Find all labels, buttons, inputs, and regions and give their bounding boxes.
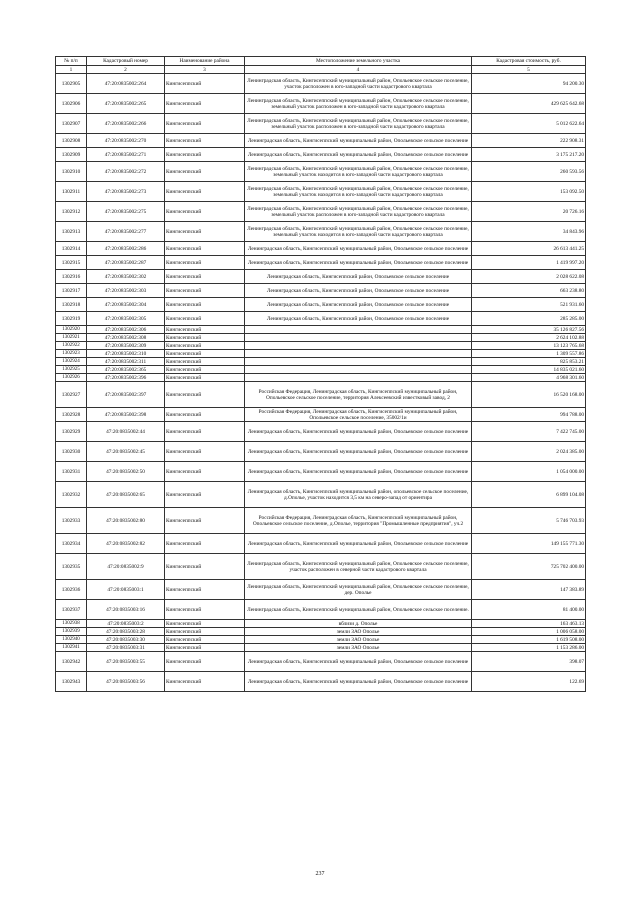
cadastral-number: 47:20:0835003:28 <box>87 628 165 636</box>
column-number: 3 <box>165 66 245 74</box>
parcel-location: Ленинградская область, Кингисеппский муниципальный район, Опольевское сельское поселение <box>245 134 472 148</box>
cadastral-value: 26 613 441.25 <box>472 242 586 256</box>
table-row <box>56 148 586 162</box>
cadastral-number: 47:20:0835003:30 <box>87 636 165 644</box>
cadastral-number: 47:20:0835002:272 <box>87 162 165 182</box>
cadastral-value: 16 520 168.00 <box>472 382 586 408</box>
district-name: Кингисеппский <box>165 628 245 636</box>
cadastral-value: 81 400.00 <box>472 600 586 620</box>
cadastral-value: 1 006 058.00 <box>472 628 586 636</box>
table-row <box>56 182 586 202</box>
cadastral-number: 47:20:0835002:270 <box>87 134 165 148</box>
parcel-location: Российская Федерация, Ленинградская область, Кингисеппский муниципальный район, Опольевское сельское поселение, территория Алексеевский известковый завод, 2 <box>245 382 472 408</box>
parcel-location: Ленинградская область, Кингисеппский муниципальный район, Опольевское сельское поселение, земельный участок находится в юго-западной части кадастрового квартала <box>245 182 472 202</box>
cadastral-value: 14 835 021.60 <box>472 366 586 374</box>
table-row <box>56 298 586 312</box>
district-name: Кингисеппский <box>165 422 245 442</box>
row-number: 1302925 <box>56 366 87 374</box>
row-number: 1302936 <box>56 580 87 600</box>
district-name: Кингисеппский <box>165 358 245 366</box>
cadastral-value: 1 619 508.00 <box>472 636 586 644</box>
district-name: Кингисеппский <box>165 672 245 692</box>
cadastral-value: 2 624 102.88 <box>472 334 586 342</box>
parcel-location: Ленинградская область, Кингисеппский район, Опольевское сельское поселение <box>245 298 472 312</box>
cadastral-value: 20 726.16 <box>472 202 586 222</box>
column-number: 4 <box>245 66 472 74</box>
cadastral-number: 47:20:0835002:311 <box>87 358 165 366</box>
parcel-location <box>245 334 472 342</box>
row-number: 1302923 <box>56 350 87 358</box>
row-number: 1302927 <box>56 382 87 408</box>
district-name: Кингисеппский <box>165 148 245 162</box>
cadastral-number: 47:20:0835002:303 <box>87 284 165 298</box>
district-name: Кингисеппский <box>165 366 245 374</box>
parcel-location: Ленинградская область, Кингисеппский муниципальный район, опольевское сельское поселение, д.Ополье, участок находится 3,5 км на северо-запад от ориентира <box>245 482 472 508</box>
table-row <box>56 358 586 366</box>
row-number: 1302930 <box>56 442 87 462</box>
row-number: 1302940 <box>56 636 87 644</box>
parcel-location: Ленинградская область, Кингисеппский муниципальный район, Опольевское сельское поселение <box>245 652 472 672</box>
cadastral-number: 47:20:0835002:397 <box>87 382 165 408</box>
header-cadastral-number: Кадастровый номер <box>87 57 165 66</box>
row-number: 1302932 <box>56 482 87 508</box>
district-name: Кингисеппский <box>165 482 245 508</box>
row-number: 1302914 <box>56 242 87 256</box>
row-number: 1302933 <box>56 508 87 534</box>
cadastral-number: 47:20:0835002:365 <box>87 366 165 374</box>
cadastral-value: 34 843.96 <box>472 222 586 242</box>
cadastral-number: 47:20:0835002:308 <box>87 334 165 342</box>
table-row <box>56 508 586 534</box>
table-row <box>56 382 586 408</box>
cadastral-number: 47:20:0835002:273 <box>87 182 165 202</box>
row-number: 1302913 <box>56 222 87 242</box>
header-location: Местоположение земельного участка <box>245 57 472 66</box>
table-row <box>56 554 586 580</box>
header-number: № п/п <box>56 57 87 66</box>
row-number: 1302928 <box>56 408 87 422</box>
parcel-location: Ленинградская область, Кингисеппский муниципальный район, Опольевское сельское поселение, земельный участок расположен в юго-западной части кадастрового квартала <box>245 94 472 114</box>
cadastral-number: 47:20:0835002:287 <box>87 256 165 270</box>
cadastral-number: 47:20:0835002:302 <box>87 270 165 284</box>
table-row <box>56 422 586 442</box>
table-row <box>56 462 586 482</box>
district-name: Кингисеппский <box>165 162 245 182</box>
parcel-location <box>245 366 472 374</box>
parcel-location: Российская Федерация, Ленинградская область, Кингисеппский муниципальный район, Опольевское сельское поселение, д.Ополье, территория "Промышленные предприятия", уч.2 <box>245 508 472 534</box>
district-name: Кингисеппский <box>165 326 245 334</box>
row-number: 1302938 <box>56 620 87 628</box>
district-name: Кингисеппский <box>165 182 245 202</box>
row-number: 1302911 <box>56 182 87 202</box>
parcel-location <box>245 358 472 366</box>
district-name: Кингисеппский <box>165 442 245 462</box>
cadastral-value: 725 702 400.00 <box>472 554 586 580</box>
cadastral-number: 47:20:0835002:264 <box>87 74 165 94</box>
cadastral-number: 47:20:0835002:275 <box>87 202 165 222</box>
cadastral-number: 47:20:0835002:271 <box>87 148 165 162</box>
parcel-location: Российская Федерация, Ленинградская область, Кингисеппский муниципальный район, Опольевское сельское поселение, 35002/1и <box>245 408 472 422</box>
parcel-location: вблизи д. Ополье <box>245 620 472 628</box>
district-name: Кингисеппский <box>165 350 245 358</box>
row-number: 1302917 <box>56 284 87 298</box>
district-name: Кингисеппский <box>165 74 245 94</box>
page-number: 237 <box>315 871 325 877</box>
district-name: Кингисеппский <box>165 298 245 312</box>
district-name: Кингисеппский <box>165 600 245 620</box>
cadastral-value: 825 853.21 <box>472 358 586 366</box>
cadastral-value: 4 968 301.60 <box>472 374 586 382</box>
district-name: Кингисеппский <box>165 284 245 298</box>
table-row <box>56 334 586 342</box>
table-row <box>56 534 586 554</box>
table-row <box>56 256 586 270</box>
cadastral-number: 47:20:0835002:304 <box>87 298 165 312</box>
cadastral-value: 1 054 000.00 <box>472 462 586 482</box>
row-number: 1302906 <box>56 94 87 114</box>
row-number: 1302935 <box>56 554 87 580</box>
district-name: Кингисеппский <box>165 534 245 554</box>
table-row <box>56 242 586 256</box>
table-row <box>56 600 586 620</box>
cadastral-number: 47:20:0835003:1 <box>87 580 165 600</box>
cadastral-value: 285 285.00 <box>472 312 586 326</box>
cadastral-value: 35 126 827.56 <box>472 326 586 334</box>
table-row <box>56 644 586 652</box>
parcel-location <box>245 374 472 382</box>
cadastral-value: 13 123 765.68 <box>472 342 586 350</box>
cadastral-value: 122.69 <box>472 672 586 692</box>
district-name: Кингисеппский <box>165 382 245 408</box>
table-row <box>56 366 586 374</box>
cadastral-number: 47:20:0835003:55 <box>87 652 165 672</box>
district-name: Кингисеппский <box>165 554 245 580</box>
table-row <box>56 652 586 672</box>
table-row <box>56 342 586 350</box>
row-number: 1302908 <box>56 134 87 148</box>
cadastral-value: 94 200.30 <box>472 74 586 94</box>
parcel-location: Ленинградская область, Кингисеппский муниципальный район, Опольевское сельское поселение <box>245 442 472 462</box>
district-name: Кингисеппский <box>165 334 245 342</box>
parcel-location: земли ЗАО Ополье <box>245 628 472 636</box>
parcel-location: Ленинградская область, Кингисеппский муниципальный район, Опольевское сельское поселение, земельный участок находится в юго-западной части кадастрового квартала <box>245 222 472 242</box>
cadastral-number: 47:20:0835002:265 <box>87 94 165 114</box>
cadastral-number: 47:20:0835002:50 <box>87 462 165 482</box>
cadastral-value: 1 153 286.00 <box>472 644 586 652</box>
parcel-location: Ленинградская область, Кингисеппский муниципальный район, Опольевское сельское поселение, земельный участок расположен в юго-западной части кадастрового квартала <box>245 114 472 134</box>
column-number-row <box>56 66 586 74</box>
table-row <box>56 312 586 326</box>
row-number: 1302916 <box>56 270 87 284</box>
cadastral-number: 47:20:0835002:65 <box>87 482 165 508</box>
district-name: Кингисеппский <box>165 644 245 652</box>
cadastral-value: 398.07 <box>472 652 586 672</box>
table-row <box>56 442 586 462</box>
parcel-location: Ленинградская область, Кингисеппский муниципальный район, Опольевское сельское поселение, дер. Ополье <box>245 580 472 600</box>
cadastral-number: 47:20:0835002:266 <box>87 114 165 134</box>
table-row <box>56 636 586 644</box>
parcel-location: Ленинградская область, Кингисеппский муниципальный район, Опольевское сельское поселение <box>245 242 472 256</box>
table-row <box>56 74 586 94</box>
cadastral-number: 47:20:0835002:309 <box>87 342 165 350</box>
table-row <box>56 374 586 382</box>
cadastral-value-table <box>55 56 586 692</box>
cadastral-value: 222 908.31 <box>472 134 586 148</box>
district-name: Кингисеппский <box>165 408 245 422</box>
table-row <box>56 482 586 508</box>
district-name: Кингисеппский <box>165 462 245 482</box>
header-district: Наименование района <box>165 57 245 66</box>
cadastral-value: 7 422 745.00 <box>472 422 586 442</box>
cadastral-value: 5 012 622.64 <box>472 114 586 134</box>
table-row <box>56 270 586 284</box>
row-number: 1302939 <box>56 628 87 636</box>
row-number: 1302920 <box>56 326 87 334</box>
parcel-location <box>245 350 472 358</box>
cadastral-value: 521 931.60 <box>472 298 586 312</box>
table-row <box>56 580 586 600</box>
parcel-location: Ленинградская область, Кингисеппский район, Опольевское сельское поселение <box>245 284 472 298</box>
column-number: 2 <box>87 66 165 74</box>
cadastral-number: 47:20:0835002:82 <box>87 534 165 554</box>
parcel-location: Ленинградская область, Кингисеппский район, Опольевское сельское поселение <box>245 270 472 284</box>
cadastral-value: 153 092.50 <box>472 182 586 202</box>
row-number: 1302915 <box>56 256 87 270</box>
parcel-location: Ленинградская область, Кингисеппский муниципальный район, Опольевское сельское поселение <box>245 462 472 482</box>
cadastral-number: 47:20:0835002:80 <box>87 508 165 534</box>
row-number: 1302910 <box>56 162 87 182</box>
table-row <box>56 408 586 422</box>
cadastral-value: 6 899 104.08 <box>472 482 586 508</box>
parcel-location <box>245 326 472 334</box>
cadastral-value: 663 238.80 <box>472 284 586 298</box>
district-name: Кингисеппский <box>165 270 245 284</box>
row-number: 1302942 <box>56 652 87 672</box>
parcel-location: Ленинградская область, Кингисеппский муниципальный район, Опольевское сельское поселение <box>245 422 472 442</box>
district-name: Кингисеппский <box>165 114 245 134</box>
table-body <box>56 74 586 692</box>
district-name: Кингисеппский <box>165 652 245 672</box>
district-name: Кингисеппский <box>165 202 245 222</box>
row-number: 1302931 <box>56 462 87 482</box>
row-number: 1302919 <box>56 312 87 326</box>
district-name: Кингисеппский <box>165 374 245 382</box>
cadastral-value: 163 463.13 <box>472 620 586 628</box>
cadastral-number: 47:20:0835002:306 <box>87 326 165 334</box>
parcel-location <box>245 342 472 350</box>
row-number: 1302941 <box>56 644 87 652</box>
district-name: Кингисеппский <box>165 580 245 600</box>
cadastral-number: 47:20:0835002:286 <box>87 242 165 256</box>
table-row <box>56 94 586 114</box>
district-name: Кингисеппский <box>165 508 245 534</box>
parcel-location: Ленинградская область, Кингисеппский муниципальный район, Опольевское сельское поселение, земельный участок расположен в юго-западной части кадастрового квартала <box>245 202 472 222</box>
cadastral-value: 429 625 642.68 <box>472 94 586 114</box>
table-row <box>56 134 586 148</box>
district-name: Кингисеппский <box>165 242 245 256</box>
district-name: Кингисеппский <box>165 620 245 628</box>
parcel-location: Ленинградская область, Кингисеппский муниципальный район, Опольевское сельское поселение <box>245 534 472 554</box>
parcel-location: Ленинградская область, Кингисеппский район, Опольевское сельское поселение <box>245 312 472 326</box>
cadastral-number: 47:20:0835002:398 <box>87 408 165 422</box>
district-name: Кингисеппский <box>165 312 245 326</box>
cadastral-value: 147 383.89 <box>472 580 586 600</box>
cadastral-number: 47:20:0835002:305 <box>87 312 165 326</box>
table-header-row <box>56 57 586 66</box>
row-number: 1302926 <box>56 374 87 382</box>
cadastral-value: 2 028 622.08 <box>472 270 586 284</box>
table-row <box>56 162 586 182</box>
cadastral-value: 1 309 557.86 <box>472 350 586 358</box>
parcel-location: Ленинградская область, Кингисеппский муниципальный район, Опольевское сельское поселение, участок расположен в юго-западной части кадастрового квартала <box>245 74 472 94</box>
district-name: Кингисеппский <box>165 342 245 350</box>
row-number: 1302909 <box>56 148 87 162</box>
district-name: Кингисеппский <box>165 222 245 242</box>
row-number: 1302921 <box>56 334 87 342</box>
row-number: 1302922 <box>56 342 87 350</box>
cadastral-number: 47:20:0835003:56 <box>87 672 165 692</box>
row-number: 1302934 <box>56 534 87 554</box>
row-number: 1302918 <box>56 298 87 312</box>
parcel-location: Ленинградская область, Кингисеппский муниципальный район, Опольевское сельское поселение, земельный участок находится в юго-западной части кадастрового квартала <box>245 162 472 182</box>
parcel-location: Ленинградская область, Кингисеппский муниципальный район, Опольевское сельское поселение <box>245 256 472 270</box>
parcel-location: Ленинградская область, Кингисеппский муниципальный район, Опольевское сельское поселение <box>245 148 472 162</box>
row-number: 1302924 <box>56 358 87 366</box>
table-row <box>56 350 586 358</box>
cadastral-number: 47:20:0835002:44 <box>87 422 165 442</box>
parcel-location: Ленинградская область, Кингисеппский муниципальный район, Опольевское сельское поселение. <box>245 600 472 620</box>
cadastral-value: 1 419 997.20 <box>472 256 586 270</box>
cadastral-value: 2 024 385.00 <box>472 442 586 462</box>
district-name: Кингисеппский <box>165 636 245 644</box>
cadastral-value: 5 746 703.93 <box>472 508 586 534</box>
row-number: 1302905 <box>56 74 87 94</box>
table-row <box>56 326 586 334</box>
parcel-location: Ленинградская область, Кингисеппский муниципальный район, Опольевское сельское поселение, участок расположен в северной части кадастрового квартала <box>245 554 472 580</box>
row-number: 1302943 <box>56 672 87 692</box>
cadastral-number: 47:20:0835003:16 <box>87 600 165 620</box>
district-name: Кингисеппский <box>165 134 245 148</box>
parcel-location: земли ЗАО Ополье <box>245 636 472 644</box>
cadastral-value: 994 788.00 <box>472 408 586 422</box>
table-row <box>56 202 586 222</box>
table-row <box>56 222 586 242</box>
cadastral-number: 47:20:0835003:31 <box>87 644 165 652</box>
cadastral-value: 149 155 771.30 <box>472 534 586 554</box>
table-row <box>56 114 586 134</box>
cadastral-number: 47:20:0835002:9 <box>87 554 165 580</box>
cadastral-number: 47:20:0835002:310 <box>87 350 165 358</box>
parcel-location: Ленинградская область, Кингисеппский муниципальный район, Опольевское сельское поселение <box>245 672 472 692</box>
cadastral-value: 3 175 217.20 <box>472 148 586 162</box>
table-row <box>56 628 586 636</box>
row-number: 1302912 <box>56 202 87 222</box>
table-row <box>56 284 586 298</box>
parcel-location: земли ЗАО Ополье <box>245 644 472 652</box>
row-number: 1302907 <box>56 114 87 134</box>
column-number: 5 <box>472 66 586 74</box>
cadastral-value: 260 593.56 <box>472 162 586 182</box>
row-number: 1302937 <box>56 600 87 620</box>
table-row <box>56 672 586 692</box>
row-number: 1302929 <box>56 422 87 442</box>
table-row <box>56 620 586 628</box>
district-name: Кингисеппский <box>165 94 245 114</box>
column-number: 1 <box>56 66 87 74</box>
cadastral-number: 47:20:0835002:45 <box>87 442 165 462</box>
cadastral-number: 47:20:0835002:396 <box>87 374 165 382</box>
header-cadastral-value: Кадастровая стоимость, руб. <box>472 57 586 66</box>
cadastral-number: 47:20:0835002:277 <box>87 222 165 242</box>
cadastral-number: 47:20:0835003:2 <box>87 620 165 628</box>
district-name: Кингисеппский <box>165 256 245 270</box>
